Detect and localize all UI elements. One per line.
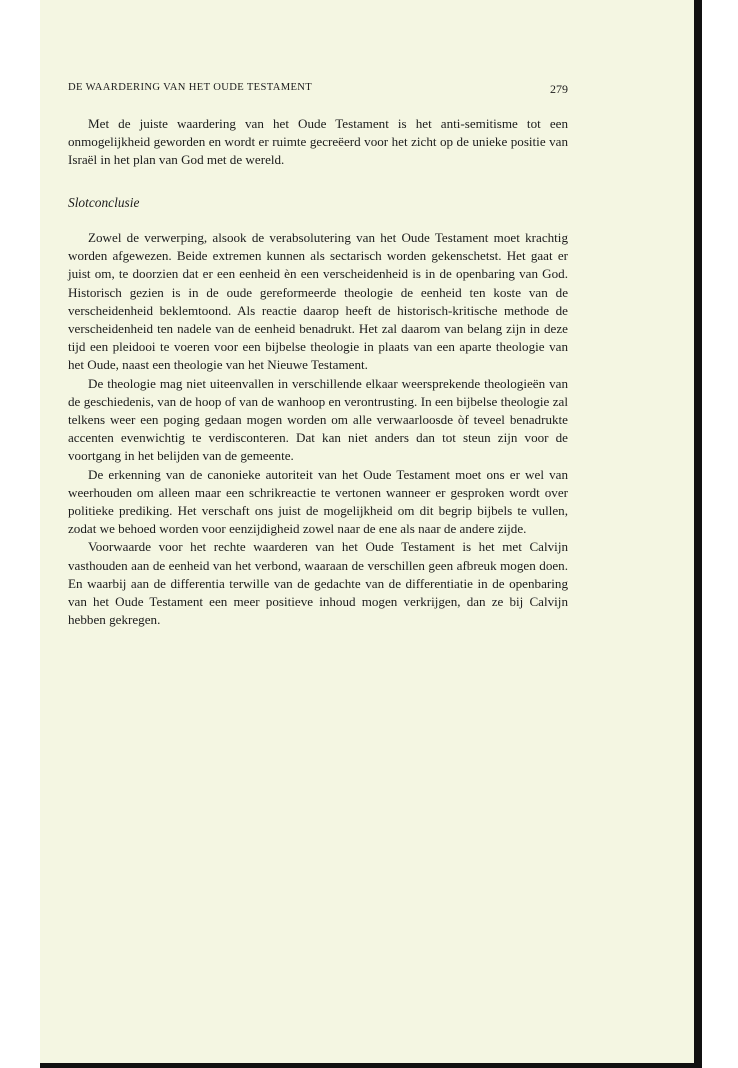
paragraph-1: Zowel de verwerping, alsook de verabsolutering van het Oude Testament moet krachtig worden afgewezen. Beide extremen kunnen als sectarisch worden gekenschetst. Het gaat er juist om, te doorzien dat er een eenheid èn een verscheidenheid is in de openbaring van God. Historisch gezien is in de oude gereformeerde theologie de eenheid ten koste van de verscheidenheid beklemtoond. Als reactie daarop heeft de historisch-kritische methode de verscheidenheid ten nadele van de eenheid benadrukt. Het zal daarom van belang zijn in deze tijd een pleidooi te voeren voor een bijbelse theologie in plaats van een aparte theologie van het Oude, naast een theologie van het Nieuwe Testament. (68, 230, 568, 373)
paragraph-4: Voorwaarde voor het rechte waarderen van het Oude Testament is het met Calvijn vasthouden aan de eenheid van het verbond, waaraan de verschillen geen afbreuk mogen doen. En waarbij aan de differentia terwille van de gedachte van de differentiatie in de openbaring van het Oude Testament een meer positieve inhoud mogen verkrijgen, dan ze bij Calvijn hebben gekregen. (68, 539, 568, 628)
paragraph-2: De theologie mag niet uiteenvallen in verschillende elkaar weersprekende theologieën van de geschiedenis, van de hoop of van de wanhoop en verontrusting. In een bijbelse theologie zal telkens weer een poging gedaan mogen worden om alle verwaarloosde òf teveel benadrukte accenten evenwichtig te verdisconteren. Dat kan niet anders dan tot steun zijn voor de voortgang in het belijden van de gemeente. (68, 375, 568, 464)
section-heading: Slotconclusie (68, 195, 140, 210)
intro-block (68, 115, 568, 170)
scan-edge-bottom (40, 1063, 702, 1068)
scan-margin-left (0, 0, 40, 1068)
conclusion-body (68, 229, 568, 629)
paragraph-3: De erkenning van de canonieke autoriteit van het Oude Testament moet ons er wel van weerhouden om alleen maar een schrikreactie te vertonen wanneer er gesproken wordt over politieke prediking. Het verschaft ons juist de mogelijkheid om dit begrip bijbels te vullen, zodat we behoed worden voor eenzijdigheid zowel naar de ene als naar de andere zijde. (68, 466, 568, 537)
scan-margin-right (702, 0, 738, 1068)
page-number: 279 (550, 82, 568, 96)
scan-edge-right (694, 0, 702, 1068)
running-header: DE WAARDERING VAN HET OUDE TESTAMENT (68, 82, 313, 93)
intro-paragraph: Met de juiste waardering van het Oude Testament is het anti-semitisme tot een onmogelijkheid geworden en wordt er ruimte gecreëerd voor het zicht op de unieke positie van Israël in het plan van God met de wereld. (68, 116, 568, 168)
